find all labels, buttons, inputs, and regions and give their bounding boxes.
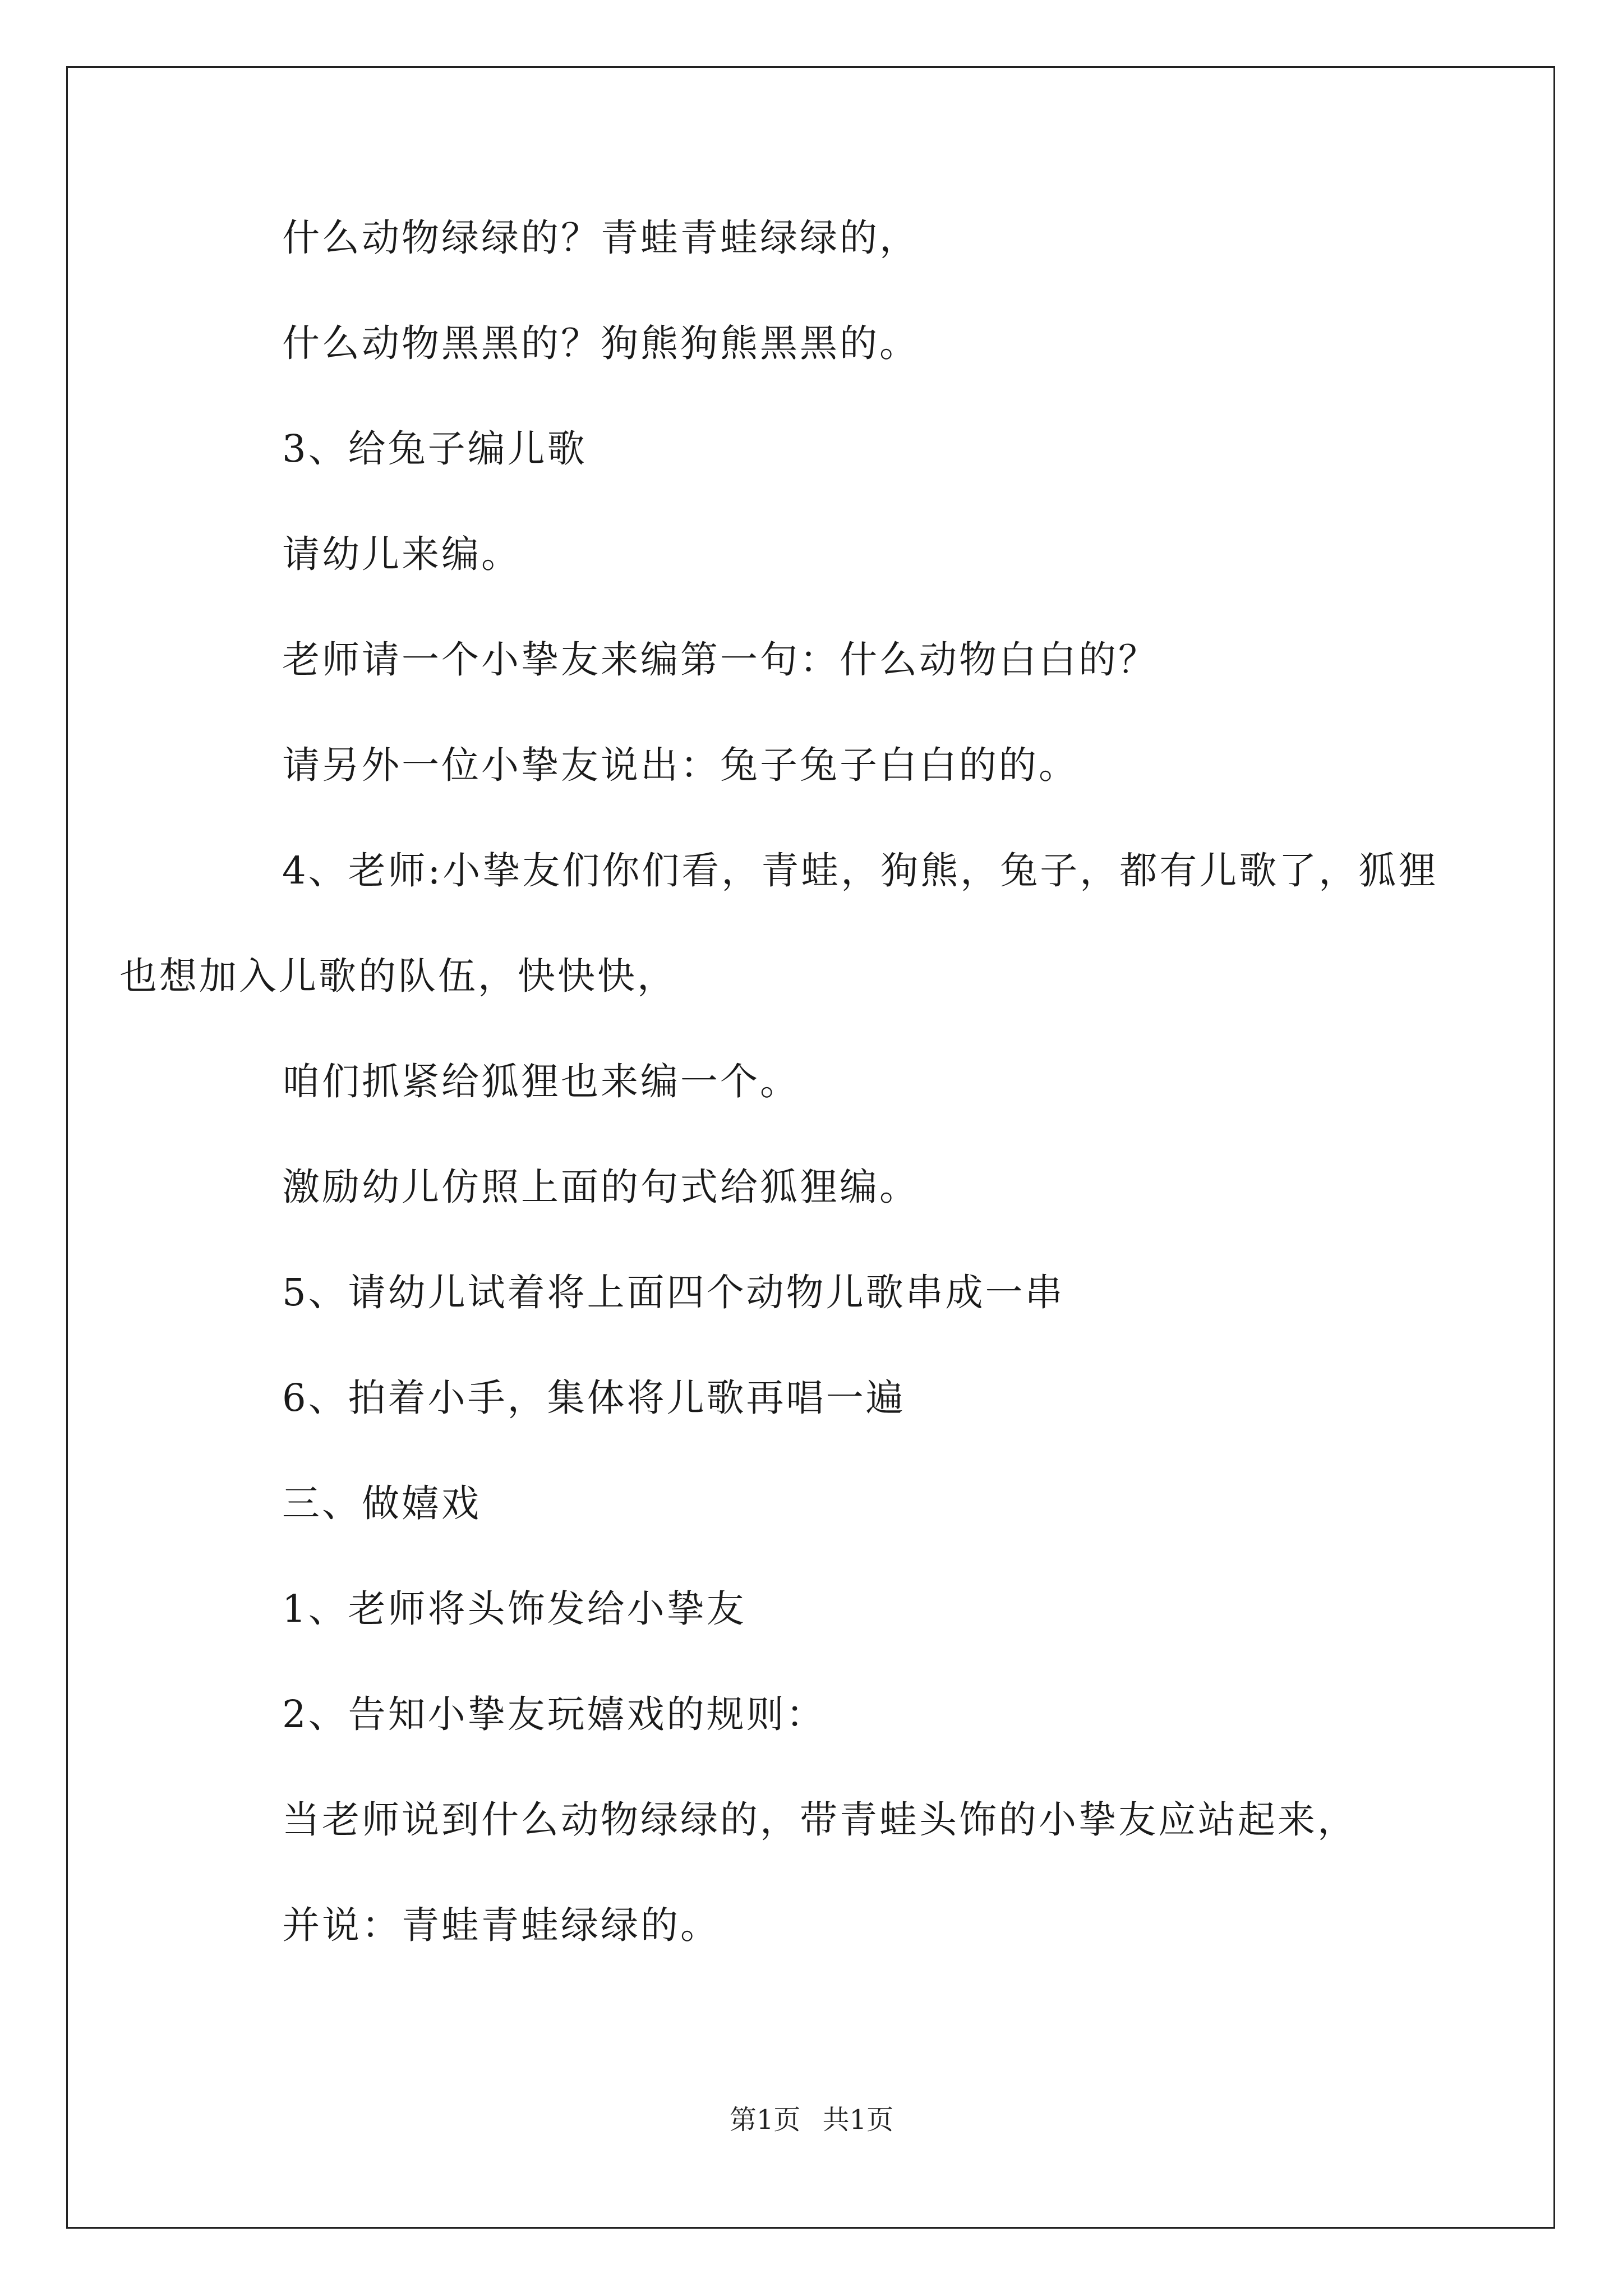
page-number: 第1页 (729, 2104, 801, 2136)
paragraph-3: 3、给兔子编儿歌 (282, 427, 587, 471)
paragraph-1: 什么动物绿绿的？青蛙青蛙绿绿的， (282, 216, 919, 260)
paragraph-5: 老师请一个小挚友来编第一句：什么动物白白的？ (282, 638, 1158, 682)
paragraph-7: 4、老师:小挚友们你们看，青蛙，狗熊，兔子，都有儿歌了，狐狸也想加入儿歌的队伍，快快快， (119, 849, 1438, 998)
paragraph-15: 当老师说到什么动物绿绿的，带青蛙头饰的小挚友应站起来， (282, 1798, 1357, 1842)
paragraph-11: 6、拍着小手，集体将儿歌再唱一遍 (282, 1376, 906, 1420)
paragraph-16: 并说：青蛙青蛙绿绿的。 (282, 1903, 720, 1947)
paragraph-13: 1、老师将头饰发给小挚友 (282, 1587, 746, 1631)
page-footer (0, 2098, 1623, 2137)
paragraph-2: 什么动物黑黑的？狗熊狗熊黑黑的。 (282, 321, 919, 365)
paragraph-14: 2、告知小挚友玩嬉戏的规则： (282, 1692, 826, 1736)
paragraph-6: 请另外一位小挚友说出：兔子兔子白白的的。 (282, 743, 1078, 787)
page-total: 共1页 (822, 2104, 894, 2136)
paragraph-9: 激励幼儿仿照上面的句式给狐狸编。 (282, 1165, 919, 1209)
paragraph-12: 三、做嬉戏 (282, 1481, 481, 1525)
paragraph-8: 咱们抓紧给狐狸也来编一个。 (282, 1060, 800, 1103)
document-body (119, 185, 1438, 1978)
paragraph-10: 5、请幼儿试着将上面四个动物儿歌串成一串 (282, 1271, 1065, 1314)
paragraph-4: 请幼儿来编。 (282, 532, 521, 576)
